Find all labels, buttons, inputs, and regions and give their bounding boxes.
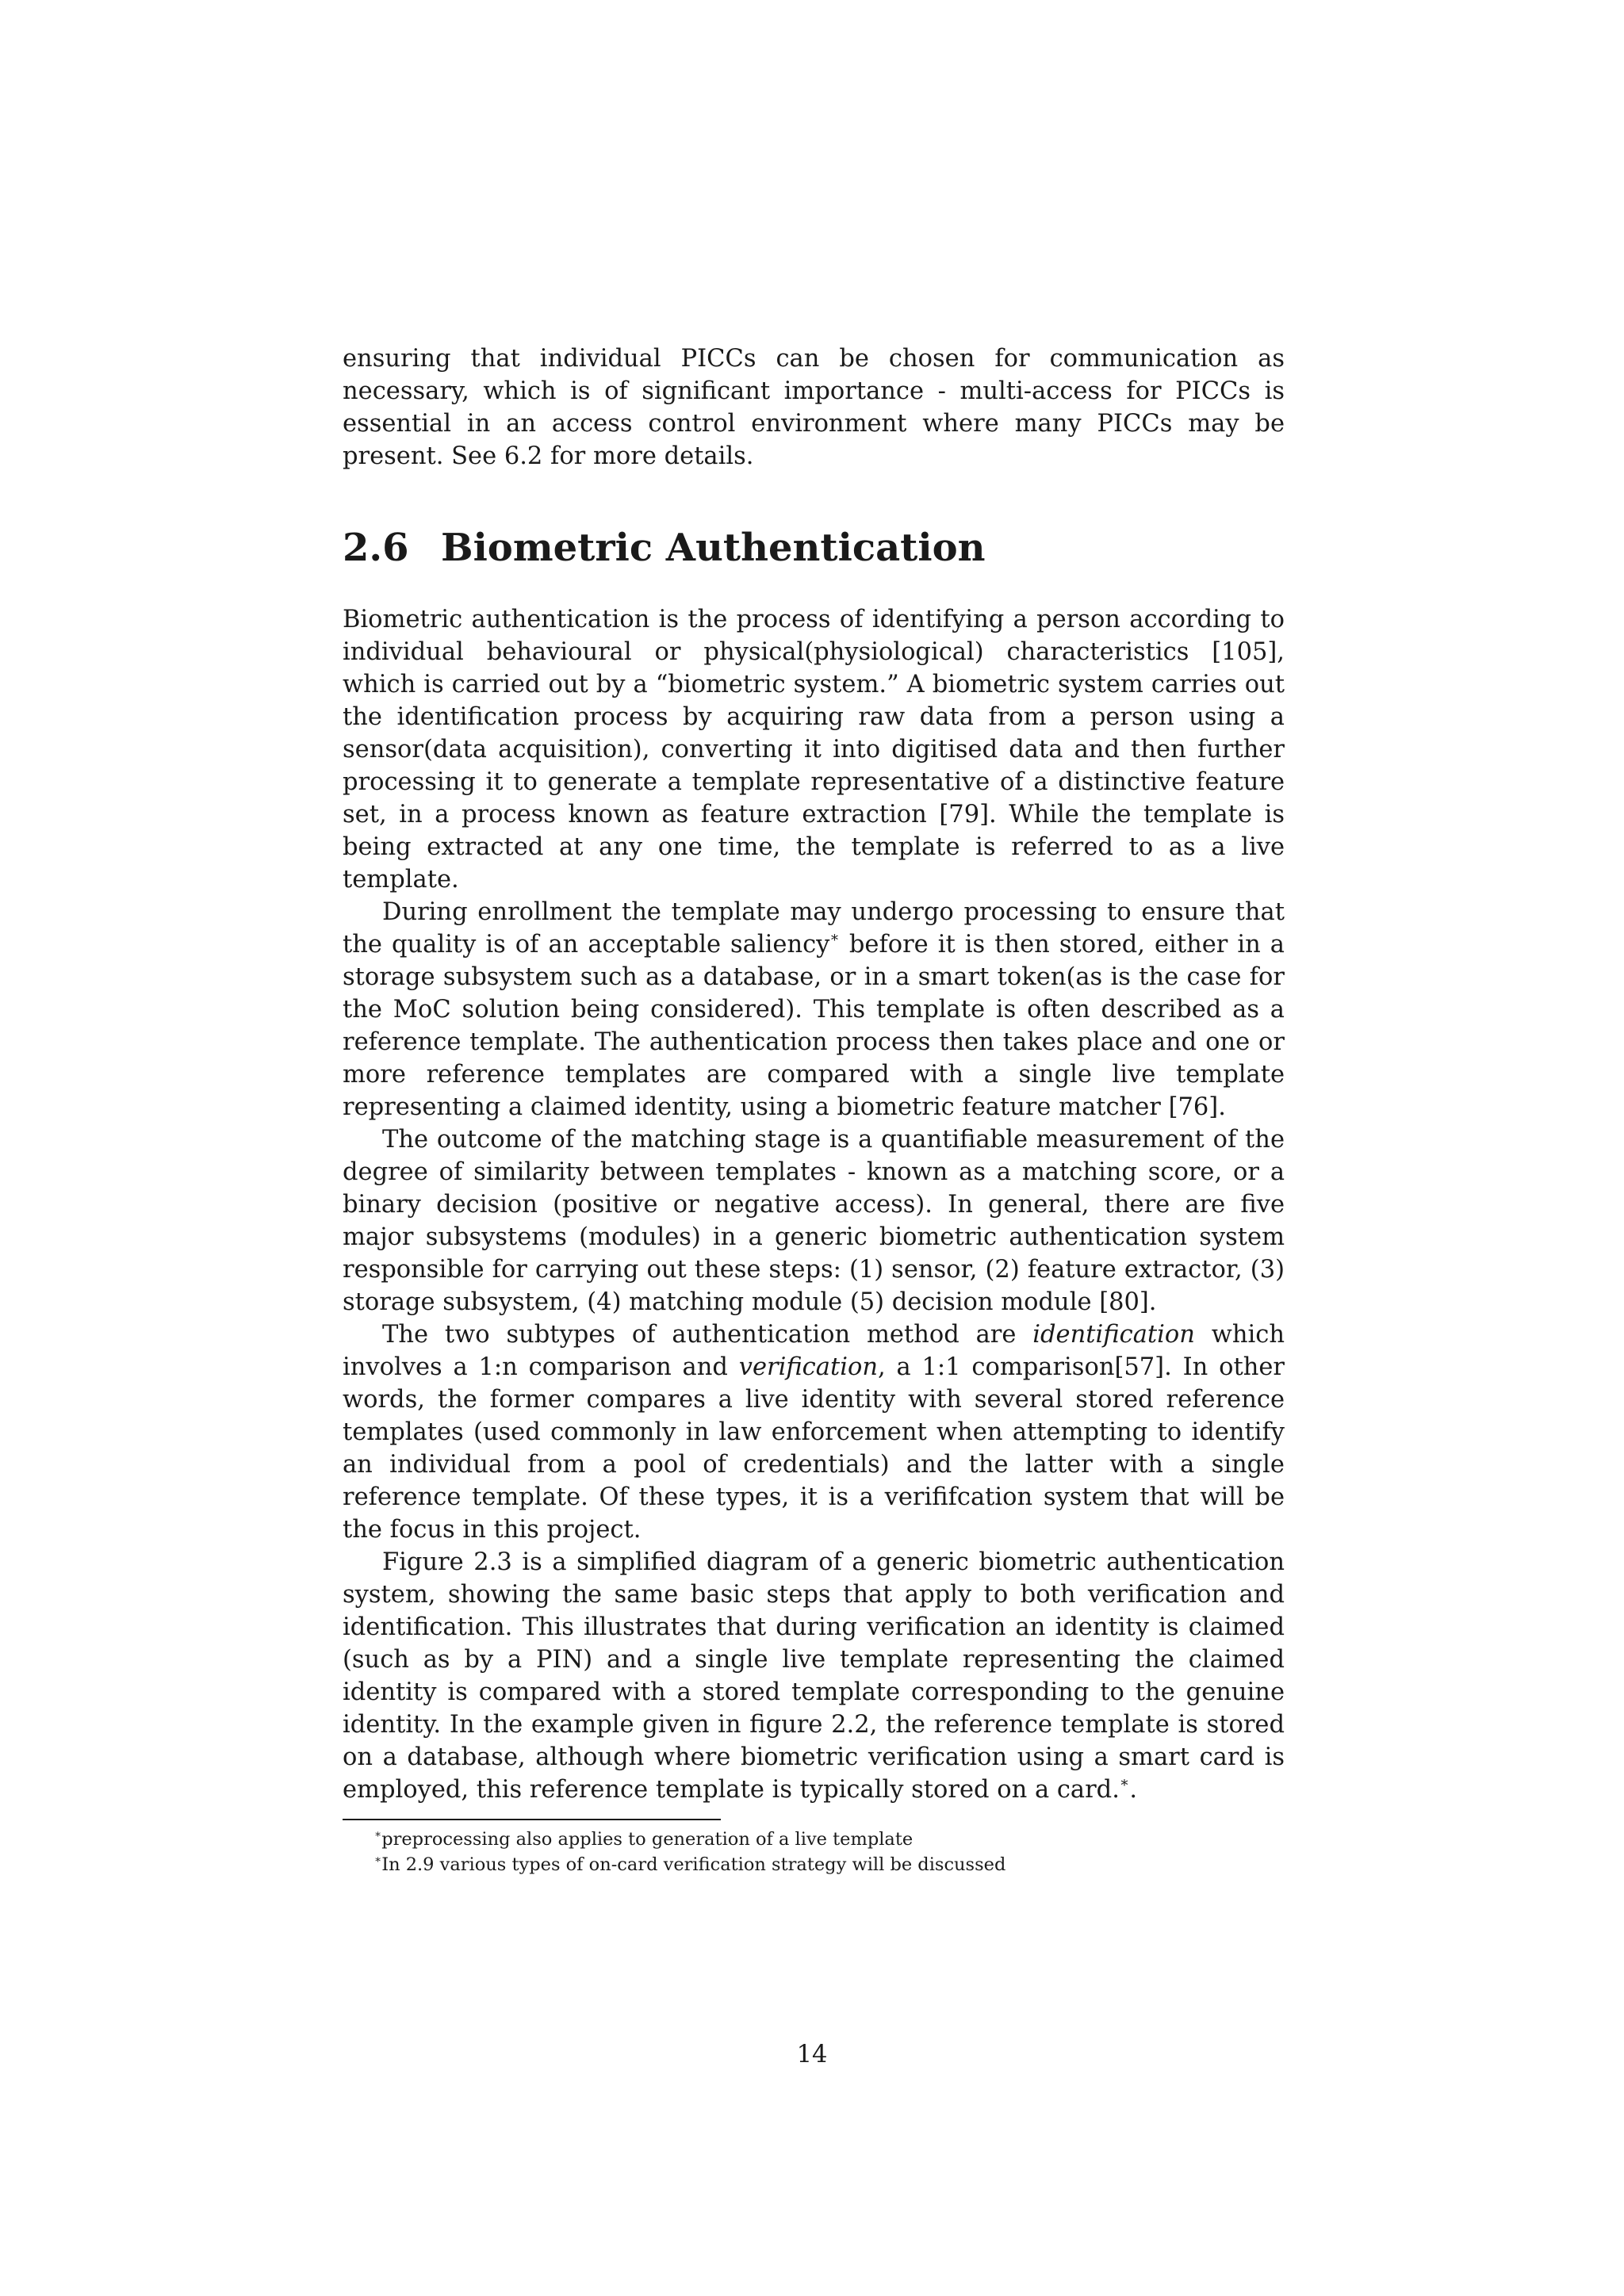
paragraph-5-text-a: Figure 2.3 is a simplified diagram of a generic biometric authentication system, showing the same basic steps that apply to both verification and identification. This illustrates that during verification an identity is claimed (such as by a PIN) and a single live template representing the claimed identity is compared with a stored template corresponding to the genuine identity. In the example given in figure 2.2, the reference template is stored on a database, although where biometric verification using a smart card is employed, this reference template is typically stored on a card. <box>343 1548 1285 1804</box>
paragraph-3: The outcome of the matching stage is a quantifiable measurement of the degree of similarity between templates - known as a matching score, or a binary decision (positive or negative access). In general, there are five major subsystems (modules) in a generic biometric authentication system responsible for carrying out these steps: (1) sensor, (2) feature extractor, (3) storage subsystem, (4) matching module (5) decision module [80]. <box>343 1126 1285 1316</box>
paragraph-2-text-b: before it is then stored, either in a storage subsystem such as a database, or in a smart token(as is the case for the MoC solution being considered). This template is often described as a reference template. The authentication process then takes place and one or more reference templates are compared with a single live template representing a claimed identity, using a biometric feature matcher [76]. <box>343 931 1285 1121</box>
paragraph-4-text-c: , a 1:1 comparison[57]. In other words, the former compares a live identity with several stored reference templates (used commonly in law enforcement when attempting to identify an individual from a pool of credentials) and the latter with a single reference template. Of these types, it is a verififcation system that will be the focus in this project. <box>343 1353 1285 1544</box>
page-number: 14 <box>796 2041 828 2068</box>
footnote-marker-1: ∗ <box>829 929 840 947</box>
page-body <box>343 342 1285 1877</box>
paragraph-2 <box>343 896 1285 1123</box>
paragraph-5 <box>343 1546 1285 1806</box>
term-verification: verification <box>738 1353 878 1381</box>
section-title: Biometric Authentication <box>441 526 986 570</box>
footnote-2-text: In 2.9 various types of on-card verification strategy will be discussed <box>381 1854 1006 1875</box>
paragraph-1: Biometric authentication is the process of identifying a person according to individual behavioural or physical(physiological) characteristics [105], which is carried out by a “biometric system.” A biometric system carries out the identification process by acquiring raw data from a person using a sensor(data acquisition), converting it into digitised data and then further processing it to generate a template representative of a distinctive feature set, in a process known as feature extraction [79]. While the template is being extracted at any one time, the template is referred to as a live template. <box>343 606 1285 894</box>
footnote-marker-2: ∗ <box>1119 1774 1130 1792</box>
footnote-separator <box>343 1819 721 1820</box>
continuation-paragraph: ensuring that individual PICCs can be chosen for communication as necessary, which is of significant importance - multi-access for PICCs is essential in an access control environment where many PICCs may be present. See 6.2 for more details. <box>343 345 1285 470</box>
footnote-1 <box>343 1827 1285 1852</box>
footnote-1-text: preprocessing also applies to generation of a live template <box>381 1829 914 1850</box>
paragraph-4-text-b: which involves a 1:n comparison and <box>343 1321 1285 1381</box>
section-number: 2.6 <box>343 526 409 570</box>
paragraph-4-text-a: The two subtypes of authentication method are <box>382 1321 1033 1349</box>
footnote-2-mark: ∗ <box>374 1853 382 1866</box>
paragraph-5-text-b: . <box>1129 1776 1138 1804</box>
paragraph-2-text-a: During enrollment the template may undergo processing to ensure that the quality is of an acceptable saliency <box>343 898 1285 959</box>
section-heading <box>343 526 1285 570</box>
paragraph-4 <box>343 1318 1285 1546</box>
footnote-1-mark: ∗ <box>374 1827 382 1841</box>
term-identification: identification <box>1032 1321 1195 1349</box>
footnote-2 <box>343 1852 1285 1877</box>
